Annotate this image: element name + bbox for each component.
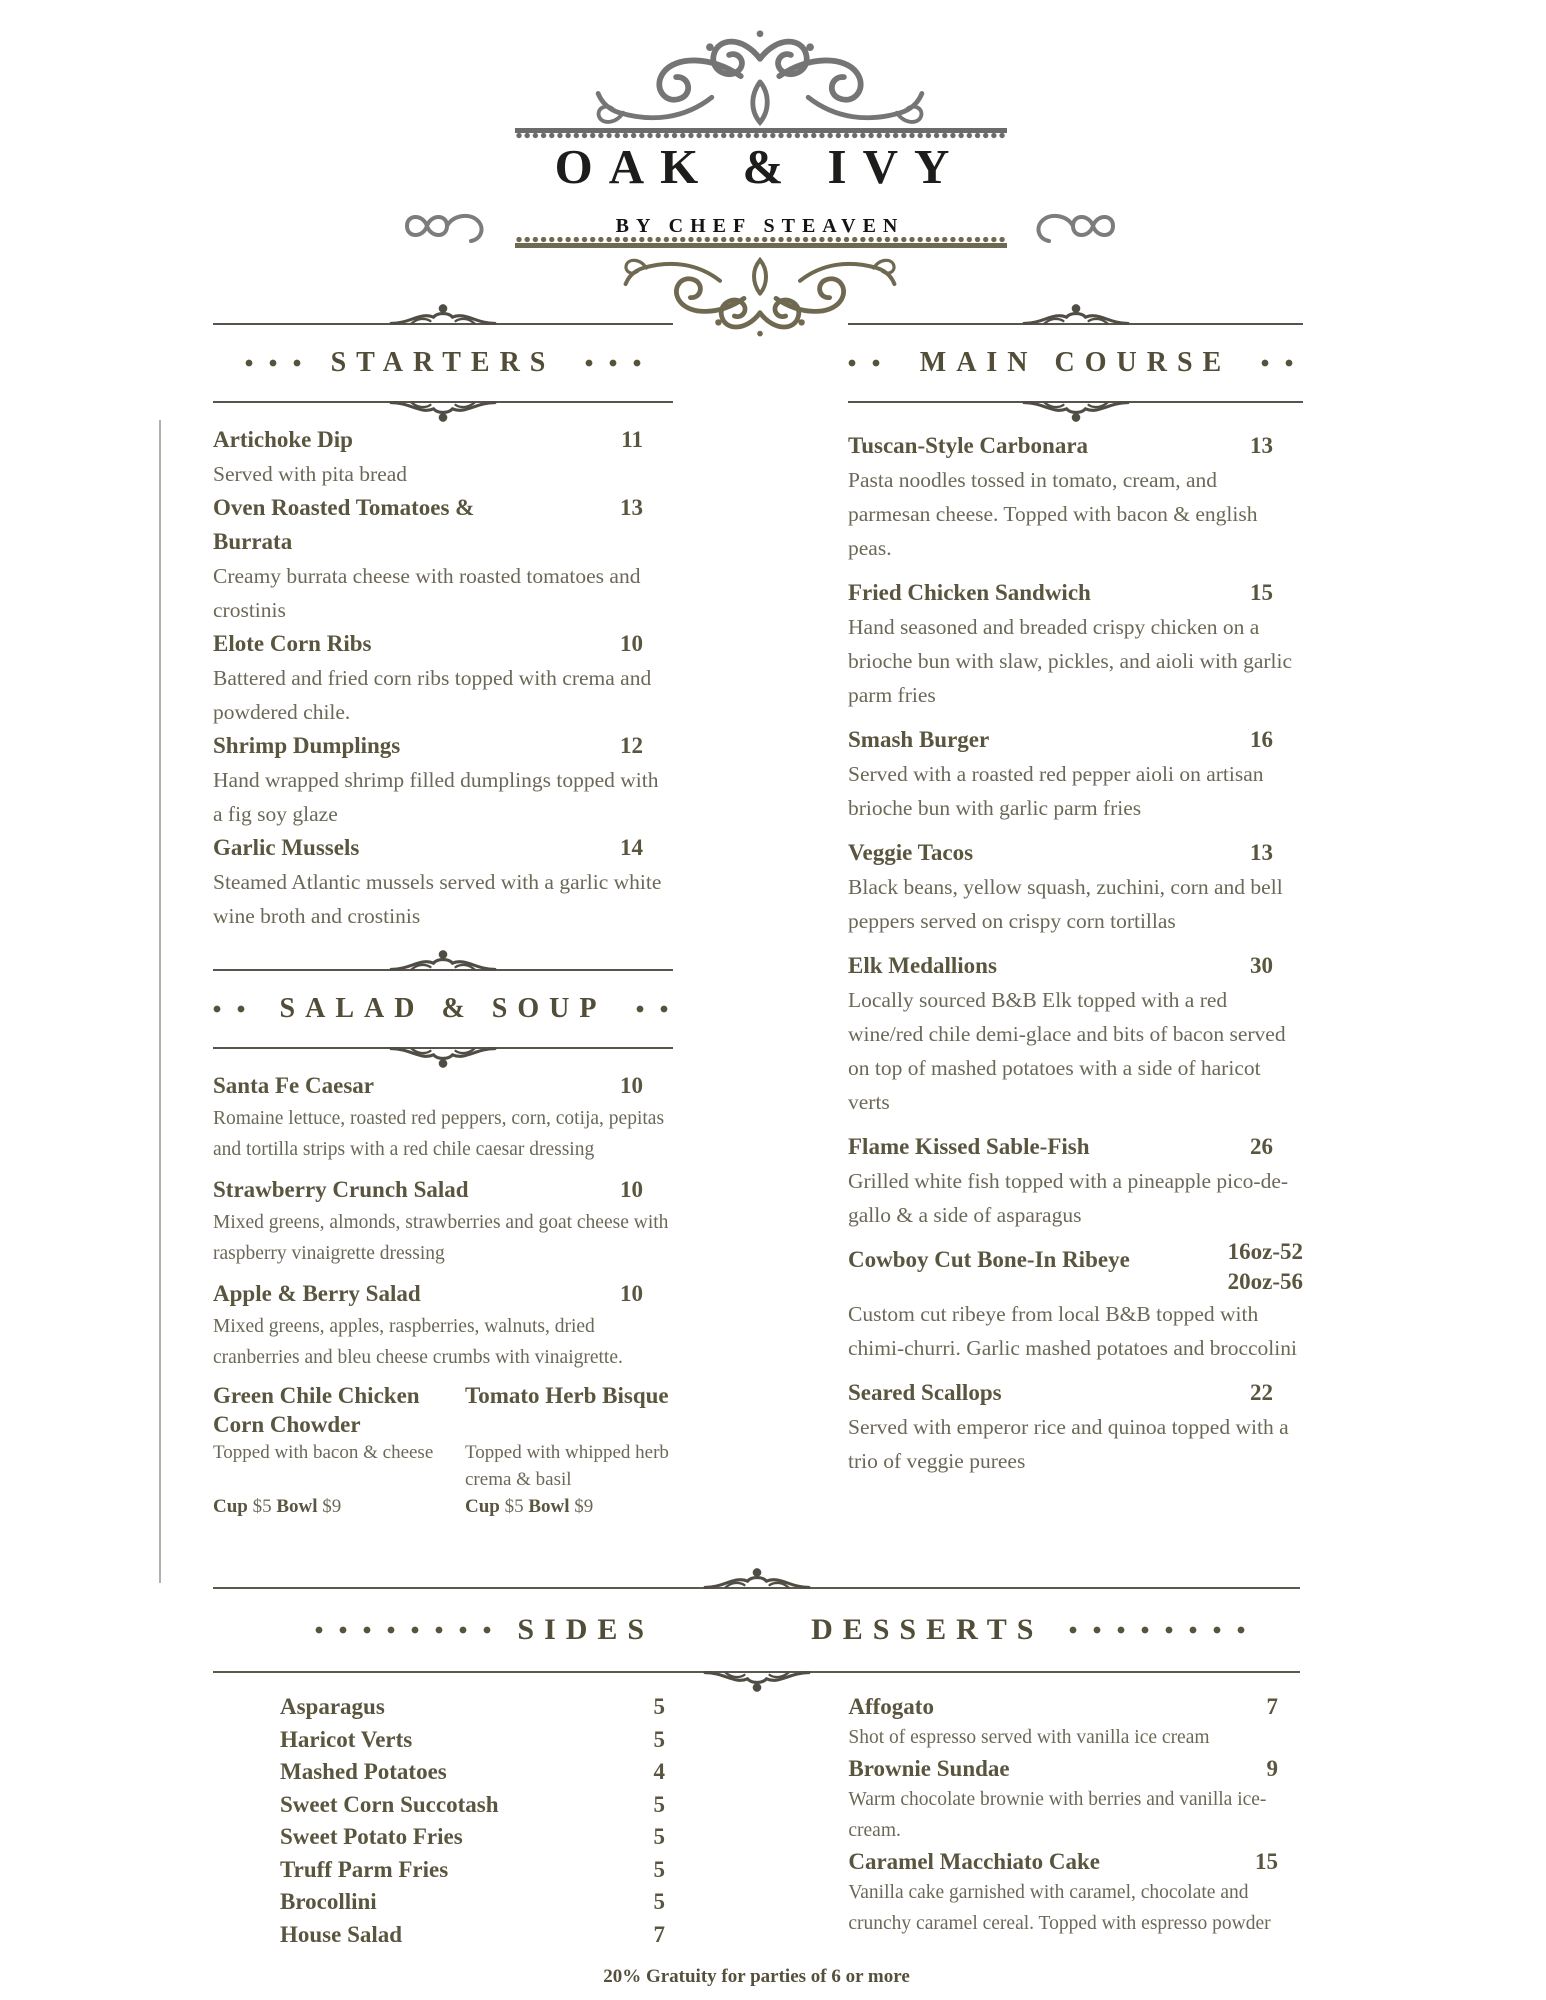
item-name: Elk Medallions — [848, 953, 997, 978]
item-price-20oz: 20oz-56 — [1227, 1269, 1303, 1294]
menu-item — [848, 1130, 1303, 1232]
item-desc: Grilled white fish topped with a pineapple pico-de-gallo & a side of asparagus — [848, 1169, 1289, 1227]
item-name: Santa Fe Caesar — [213, 1073, 374, 1098]
item-desc: Romaine lettuce, roasted red peppers, corn, cotija, pepitas and tortilla strips with a red chile caesar dressing — [213, 1108, 665, 1160]
item-name: Seared Scallops — [848, 1380, 1002, 1405]
item-name: Green Chile Chicken Corn Chowder — [213, 1383, 420, 1437]
section-title: DESSERTS — [811, 1613, 1044, 1646]
item-name: Affogato — [848, 1694, 934, 1719]
item-name: Brownie Sundae — [848, 1756, 1010, 1781]
crown-ornament-icon — [702, 1566, 812, 1590]
item-name: Apple & Berry Salad — [213, 1281, 421, 1306]
left-column — [213, 323, 673, 1520]
menu-item — [848, 1753, 1300, 1846]
cup-price: $5 — [252, 1496, 272, 1517]
item-desc: Creamy burrata cheese with roasted tomatoes and crostinis — [213, 564, 641, 622]
crown-ornament-icon — [1021, 400, 1131, 424]
section-title: SIDES — [517, 1613, 655, 1646]
item-price: 10 — [620, 1177, 643, 1202]
item-desc: Served with emperor rice and quinoa topped with a trio of veggie purees — [848, 1415, 1289, 1473]
item-desc: Mixed greens, apples, raspberries, walnuts, dried cranberries and bleu cheese crumbs with vinaigrette. — [213, 1316, 623, 1368]
divider-line — [848, 323, 1303, 325]
item-price: 11 — [621, 427, 643, 452]
item-name: Garlic Mussels — [213, 835, 360, 860]
item-desc: Hand wrapped shrimp filled dumplings topped with a fig soy glaze — [213, 768, 659, 826]
divider-line — [213, 323, 673, 325]
item-name: Smash Burger — [848, 727, 990, 752]
right-column — [848, 323, 1303, 1478]
section-title: SALAD & SOUP — [279, 993, 607, 1024]
item-price: 5 — [653, 1889, 665, 1914]
item-price: 5 — [653, 1726, 665, 1752]
menu-item — [213, 1173, 673, 1269]
menu-item — [280, 1854, 665, 1887]
item-name: Asparagus — [280, 1694, 385, 1719]
item-name: Truff Parm Fries — [280, 1856, 449, 1882]
bowl-label: Bowl — [276, 1496, 318, 1517]
section-title: STARTERS — [330, 347, 556, 378]
item-name: Cowboy Cut Bone-In Ribeye — [848, 1247, 1130, 1272]
menu-item — [848, 1846, 1300, 1939]
section-header-starters — [213, 323, 673, 403]
menu-item — [280, 1691, 665, 1724]
menu-item — [848, 1239, 1303, 1365]
item-price: 26 — [1250, 1134, 1273, 1159]
item-desc: Served with pita bread — [213, 462, 408, 486]
item-name: Caramel Macchiato Cake — [848, 1849, 1101, 1874]
item-price: 22 — [1250, 1380, 1273, 1405]
menu-item — [280, 1886, 665, 1919]
item-name: Sweet Potato Fries — [280, 1824, 463, 1849]
item-price: 16 — [1250, 727, 1273, 752]
menu-item — [280, 1756, 665, 1789]
restaurant-tagline: BY CHEF STEAVEN — [615, 215, 905, 237]
menu-item — [848, 576, 1303, 712]
soups-row — [213, 1381, 673, 1520]
divider-line — [213, 1047, 673, 1049]
bowl-price: $9 — [322, 1496, 342, 1517]
section-header-main-course — [848, 323, 1303, 403]
item-name: Mashed Potatoes — [280, 1759, 447, 1784]
item-price: 15 — [1250, 580, 1273, 605]
menu-item — [213, 831, 673, 933]
item-name: Strawberry Crunch Salad — [213, 1177, 469, 1202]
cup-bowl-pricing — [465, 1493, 673, 1520]
cup-label: Cup — [213, 1496, 248, 1517]
crown-ornament-icon — [388, 1046, 498, 1070]
item-price: 10 — [620, 1281, 643, 1306]
item-desc: Topped with bacon & cheese — [213, 1442, 434, 1463]
item-price: 13 — [1250, 840, 1273, 865]
item-price: 13 — [620, 495, 643, 520]
divider-line — [213, 401, 673, 403]
crown-ornament-icon — [388, 400, 498, 424]
menu-item — [848, 1691, 1300, 1753]
menu-item — [213, 491, 673, 627]
divider-line — [213, 969, 673, 971]
beaded-divider — [515, 243, 1007, 248]
crown-ornament-icon — [388, 948, 498, 972]
item-desc: Warm chocolate brownie with berries and vanilla ice-cream. — [848, 1789, 1267, 1841]
cup-price: $5 — [504, 1496, 524, 1517]
item-name: Brocollini — [280, 1889, 377, 1914]
menu-item — [213, 729, 673, 831]
item-price: 14 — [620, 835, 643, 860]
gratuity-note: 20% Gratuity for parties of 6 or more — [603, 1966, 910, 1987]
bottom-band — [213, 1587, 1300, 1951]
menu-item — [213, 423, 673, 491]
item-price: 7 — [653, 1921, 665, 1947]
item-desc: Shot of espresso served with vanilla ice cream — [848, 1727, 1210, 1748]
item-name: Fried Chicken Sandwich — [848, 580, 1091, 605]
menu-item — [465, 1381, 673, 1520]
item-desc: Battered and fried corn ribs topped with crema and powdered chile. — [213, 666, 652, 724]
item-desc: Hand seasoned and breaded crispy chicken on a brioche bun with slaw, pickles, and aioli with garlic parm fries — [848, 615, 1293, 707]
section-header-salad-soup — [213, 969, 673, 1049]
item-name: Haricot Verts — [280, 1726, 413, 1752]
item-price: 15 — [1255, 1849, 1278, 1874]
item-price: 13 — [1250, 433, 1273, 458]
menu-item — [848, 836, 1303, 938]
menu-item — [280, 1821, 665, 1854]
main-course-list — [848, 429, 1303, 1478]
crown-ornament-icon — [702, 1670, 812, 1694]
section-title: MAIN COURSE — [919, 347, 1232, 378]
item-desc: Custom cut ribeye from local B&B topped with chimi-churri. Garlic mashed potatoes and broccolini — [848, 1302, 1297, 1360]
starters-list — [213, 423, 673, 933]
item-name: Shrimp Dumplings — [213, 733, 401, 758]
item-price: 5 — [653, 1791, 665, 1817]
menu-item — [213, 1069, 673, 1165]
menu-item — [848, 1376, 1303, 1478]
beaded-divider — [515, 128, 1007, 133]
item-price-stack — [1228, 1237, 1303, 1297]
menu-item — [213, 1277, 673, 1373]
dots-decoration — [245, 359, 301, 367]
divider-line — [213, 1587, 1300, 1589]
bowl-price: $9 — [574, 1496, 594, 1517]
item-name: House Salad — [280, 1921, 403, 1947]
restaurant-name: OAK & IVY — [554, 139, 966, 194]
dots-decoration — [1261, 359, 1303, 367]
item-price: 9 — [1266, 1756, 1278, 1781]
item-price: 12 — [620, 733, 643, 758]
item-price: 5 — [653, 1694, 665, 1719]
sides-header — [213, 1588, 757, 1672]
item-desc: Black beans, yellow squash, zuchini, corn and bell peppers served on crispy corn tortillas — [848, 875, 1283, 933]
menu-item — [848, 723, 1303, 825]
salad-soup-list — [213, 1069, 673, 1520]
menu-item — [280, 1919, 665, 1952]
item-price-16oz: 16oz-52 — [1227, 1239, 1303, 1264]
item-desc: Served with a roasted red pepper aioli on artisan brioche bun with garlic parm fries — [848, 762, 1264, 820]
sides-list — [280, 1691, 665, 1951]
dots-decoration — [848, 359, 890, 367]
menu-item — [280, 1724, 665, 1757]
item-desc: Vanilla cake garnished with caramel, chocolate and crunchy caramel cereal. Topped with espresso powder — [848, 1882, 1271, 1934]
dots-decoration — [585, 359, 641, 367]
item-name: Veggie Tacos — [848, 840, 974, 865]
cup-label: Cup — [465, 1496, 500, 1517]
dots-decoration — [213, 1005, 250, 1013]
desserts-column — [848, 1691, 1300, 1951]
divider-line — [213, 1671, 1300, 1673]
menu-item — [213, 627, 673, 729]
crown-ornament-icon — [1021, 302, 1131, 326]
item-desc: Topped with whipped herb crema & basil — [465, 1442, 669, 1490]
item-price: 7 — [1266, 1694, 1278, 1719]
menu-item — [280, 1789, 665, 1822]
item-price: 5 — [653, 1824, 665, 1849]
dots-decoration — [315, 1626, 491, 1634]
bowl-label: Bowl — [528, 1496, 570, 1517]
item-price: 4 — [653, 1759, 665, 1784]
item-name: Tomato Herb Bisque — [465, 1383, 669, 1408]
item-desc: Steamed Atlantic mussels served with a garlic white wine broth and crostinis — [213, 870, 662, 928]
item-name: Elote Corn Ribs — [213, 631, 372, 656]
item-price: 5 — [653, 1856, 665, 1882]
item-price: 30 — [1250, 953, 1273, 978]
dots-decoration — [1069, 1626, 1245, 1634]
left-border-rule — [159, 420, 161, 1583]
item-price: 10 — [620, 631, 643, 656]
item-name: Tuscan-Style Carbonara — [848, 433, 1089, 458]
item-name: Oven Roasted Tomatoes & Burrata — [213, 495, 475, 554]
menu-item — [848, 949, 1303, 1119]
crown-ornament-icon — [388, 302, 498, 326]
dots-decoration — [636, 1005, 673, 1013]
item-name: Flame Kissed Sable-Fish — [848, 1134, 1090, 1159]
item-desc: Mixed greens, almonds, strawberries and goat cheese with raspberry vinaigrette dressing — [213, 1212, 669, 1264]
menu-item — [213, 1381, 458, 1520]
desserts-header — [757, 1588, 1301, 1672]
sides-column — [213, 1691, 754, 1951]
cup-bowl-pricing — [213, 1493, 458, 1520]
divider-line — [848, 401, 1303, 403]
item-desc: Pasta noodles tossed in tomato, cream, and parmesan cheese. Topped with bacon & english peas. — [848, 468, 1258, 560]
item-price: 10 — [620, 1073, 643, 1098]
item-name: Sweet Corn Succotash — [280, 1791, 499, 1817]
item-desc: Locally sourced B&B Elk topped with a red wine/red chile demi-glace and bits of bacon served on top of mashed potatoes with a side of haricot verts — [848, 988, 1286, 1114]
crest-flourish-icon — [586, 26, 934, 132]
menu-item — [848, 429, 1303, 565]
item-name: Artichoke Dip — [213, 427, 353, 452]
